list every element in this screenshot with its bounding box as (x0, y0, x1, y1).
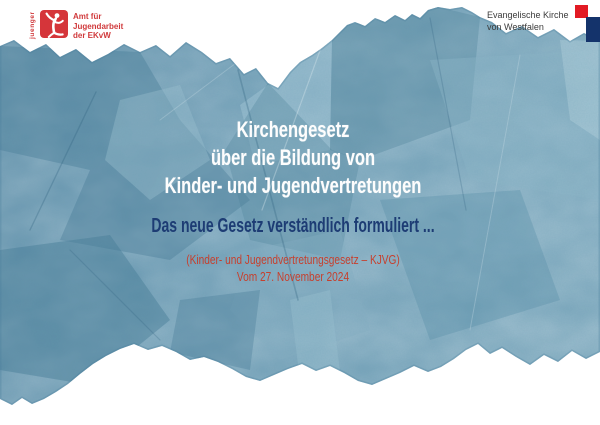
law-reference: (Kinder- und Jugendvertretungsgesetz – KJVG) (186, 252, 400, 267)
cover-title-block (0, 116, 586, 285)
ekvw-name-line-2: von Westfalen (487, 21, 544, 32)
org-line-1: Amt für (73, 12, 102, 21)
amt-org-name (73, 12, 123, 41)
page-title (0, 116, 586, 200)
title-line-1: Kirchengesetz (236, 117, 350, 142)
org-line-2: Jugendarbeit (73, 21, 124, 31)
law-reference-block (0, 251, 586, 285)
org-line-3: der EKvW (73, 31, 111, 40)
title-line-2: über die Bildung von (210, 145, 376, 170)
title-line-3: Kinder- und Jugendvertretungen (164, 173, 422, 198)
juenger-amt-logo (29, 9, 179, 41)
juenger-vertical-label: juenger (29, 11, 36, 39)
juenger-figure-icon (40, 10, 68, 38)
ekvw-logo (487, 5, 600, 47)
ekvw-navy-rectangle (586, 17, 600, 42)
ekvw-name-line-1: Evangelische Kirche (487, 10, 569, 20)
ekvw-mark-icon (574, 5, 600, 47)
ekvw-name (487, 10, 569, 33)
subtitle: Das neue Gesetz verständlich formuliert ... (151, 215, 435, 237)
law-date: Vom 27. November 2024 (236, 269, 350, 284)
